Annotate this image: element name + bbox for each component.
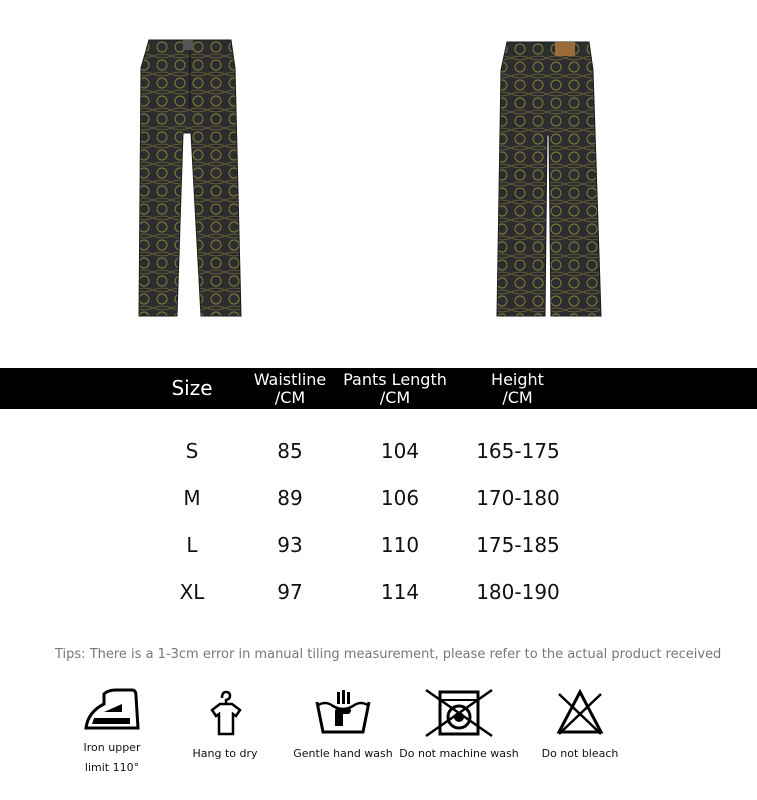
care-iron [72, 688, 152, 778]
header-waistline-label: Waistline [253, 370, 327, 389]
cell-pants-length: 110 [380, 533, 420, 557]
cell-height: 165-175 [476, 439, 560, 463]
care-hang [185, 688, 265, 764]
cell-waistline: 97 [277, 580, 303, 604]
measurement-tips: Tips: There is a 1-3cm error in manual tiling measurement, please refer to the actual product received [55, 647, 722, 662]
header-pants-length [340, 371, 450, 407]
cell-size: S [185, 439, 199, 463]
table-row [0, 580, 757, 610]
table-row [0, 439, 757, 469]
header-pants-length-label: Pants Length [343, 370, 447, 389]
product-photos [0, 0, 757, 360]
header-pants-length-unit: /CM [379, 388, 411, 407]
cell-height: 175-185 [476, 533, 560, 557]
cell-height: 170-180 [476, 486, 560, 510]
cell-waistline: 93 [277, 533, 303, 557]
cell-pants-length: 104 [380, 439, 420, 463]
care-hang-label: Hang to dry [192, 747, 258, 760]
cell-size: M [183, 486, 201, 510]
care-hand-wash [290, 688, 396, 764]
header-waistline-unit: /CM [274, 388, 306, 407]
table-row [0, 533, 757, 563]
header-size: Size [171, 376, 213, 400]
care-no-bleach [535, 688, 625, 764]
size-table-header [0, 368, 757, 409]
care-no-bleach-label: Do not bleach [541, 747, 619, 760]
care-iron-line2: limit 110° [84, 761, 140, 774]
pants-back-image [493, 40, 605, 320]
care-no-machine-wash [398, 688, 520, 764]
table-row [0, 486, 757, 516]
cell-waistline: 85 [277, 439, 303, 463]
header-height-unit: /CM [502, 388, 533, 407]
pants-front-image [135, 38, 245, 318]
iron-icon [82, 688, 142, 732]
cell-pants-length: 106 [380, 486, 420, 510]
header-height-label: Height [491, 370, 544, 389]
hand-wash-icon [313, 688, 373, 738]
cell-waistline: 89 [277, 486, 303, 510]
cell-height: 180-190 [476, 580, 560, 604]
header-waistline [240, 371, 340, 407]
no-bleach-icon [555, 688, 605, 738]
care-iron-label [72, 738, 152, 778]
cell-pants-length: 114 [380, 580, 420, 604]
no-machine-wash-icon [424, 688, 494, 738]
cell-size: XL [179, 580, 205, 604]
cell-size: L [186, 533, 198, 557]
care-no-machine-wash-label: Do not machine wash [399, 747, 519, 760]
header-height [460, 371, 575, 407]
hanger-shirt-icon [200, 688, 250, 738]
care-hand-wash-label: Gentle hand wash [293, 747, 393, 760]
care-iron-line1: Iron upper [83, 741, 141, 754]
